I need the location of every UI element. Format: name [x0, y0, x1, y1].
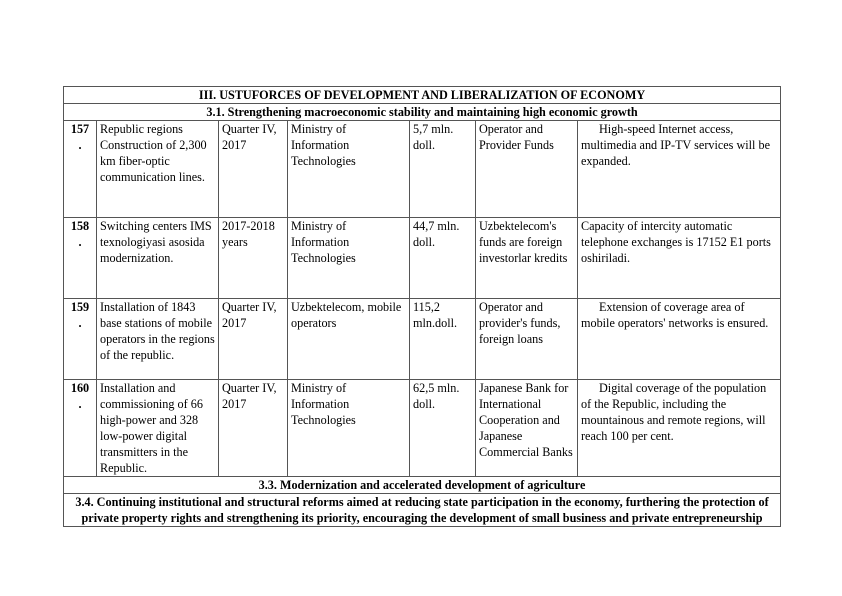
measures-table: [63, 86, 781, 527]
executor-cell: Ministry of Information Technologies: [288, 121, 410, 218]
source-cell: Uzbektelecom's funds are foreign investorlar kredits: [476, 218, 578, 299]
amount-cell: 5,7 mln. doll.: [410, 121, 476, 218]
amount-cell: 115,2 mln.doll.: [410, 299, 476, 380]
source-cell: Operator and Provider Funds: [476, 121, 578, 218]
result-cell: High-speed Internet access, multimedia and IP-TV services will be expanded.: [578, 121, 781, 218]
table-row: [64, 299, 781, 380]
table-row: [64, 380, 781, 477]
measure-cell: Republic regions Construction of 2,300 km fiber-optic communication lines.: [97, 121, 219, 218]
source-cell: Operator and provider's funds, foreign loans: [476, 299, 578, 380]
row-number: 158 .: [64, 218, 97, 299]
executor-cell: Ministry of Information Technologies: [288, 380, 410, 477]
measure-cell: Installation of 1843 base stations of mobile operators in the regions of the republic.: [97, 299, 219, 380]
subsection-3-3-title: 3.3. Modernization and accelerated development of agriculture: [64, 477, 781, 494]
amount-cell: 62,5 mln. doll.: [410, 380, 476, 477]
period-cell: Quarter IV, 2017: [219, 299, 288, 380]
result-cell: Extension of coverage area of mobile operators' networks is ensured.: [578, 299, 781, 380]
subsection-3-4-title: 3.4. Continuing institutional and structural reforms aimed at reducing state participation in the economy, furthering the protection of private property rights and strengthening its priority, encouraging the development of small business and private entrepreneurship: [64, 494, 781, 527]
result-cell: Digital coverage of the population of the Republic, including the mountainous and remote regions, will reach 100 per cent.: [578, 380, 781, 477]
row-number: 160 .: [64, 380, 97, 477]
source-cell: Japanese Bank for International Cooperation and Japanese Commercial Banks: [476, 380, 578, 477]
table-row: [64, 218, 781, 299]
result-cell: Capacity of intercity automatic telephone exchanges is 17152 E1 ports oshiriladi.: [578, 218, 781, 299]
measure-cell: Installation and commissioning of 66 high-power and 328 low-power digital transmitters in the Republic.: [97, 380, 219, 477]
row-number: 157 .: [64, 121, 97, 218]
executor-cell: Uzbektelecom, mobile operators: [288, 299, 410, 380]
period-cell: Quarter IV, 2017: [219, 121, 288, 218]
section-title: III. USTUFORCES OF DEVELOPMENT AND LIBERALIZATION OF ECONOMY: [64, 87, 781, 104]
period-cell: 2017-2018 years: [219, 218, 288, 299]
amount-cell: 44,7 mln. doll.: [410, 218, 476, 299]
executor-cell: Ministry of Information Technologies: [288, 218, 410, 299]
subsection-3-1-title: 3.1. Strengthening macroeconomic stability and maintaining high economic growth: [64, 104, 781, 121]
row-number: 159 .: [64, 299, 97, 380]
period-cell: Quarter IV, 2017: [219, 380, 288, 477]
table-row: [64, 121, 781, 218]
measure-cell: Switching centers IMS texnologiyasi asosida modernization.: [97, 218, 219, 299]
